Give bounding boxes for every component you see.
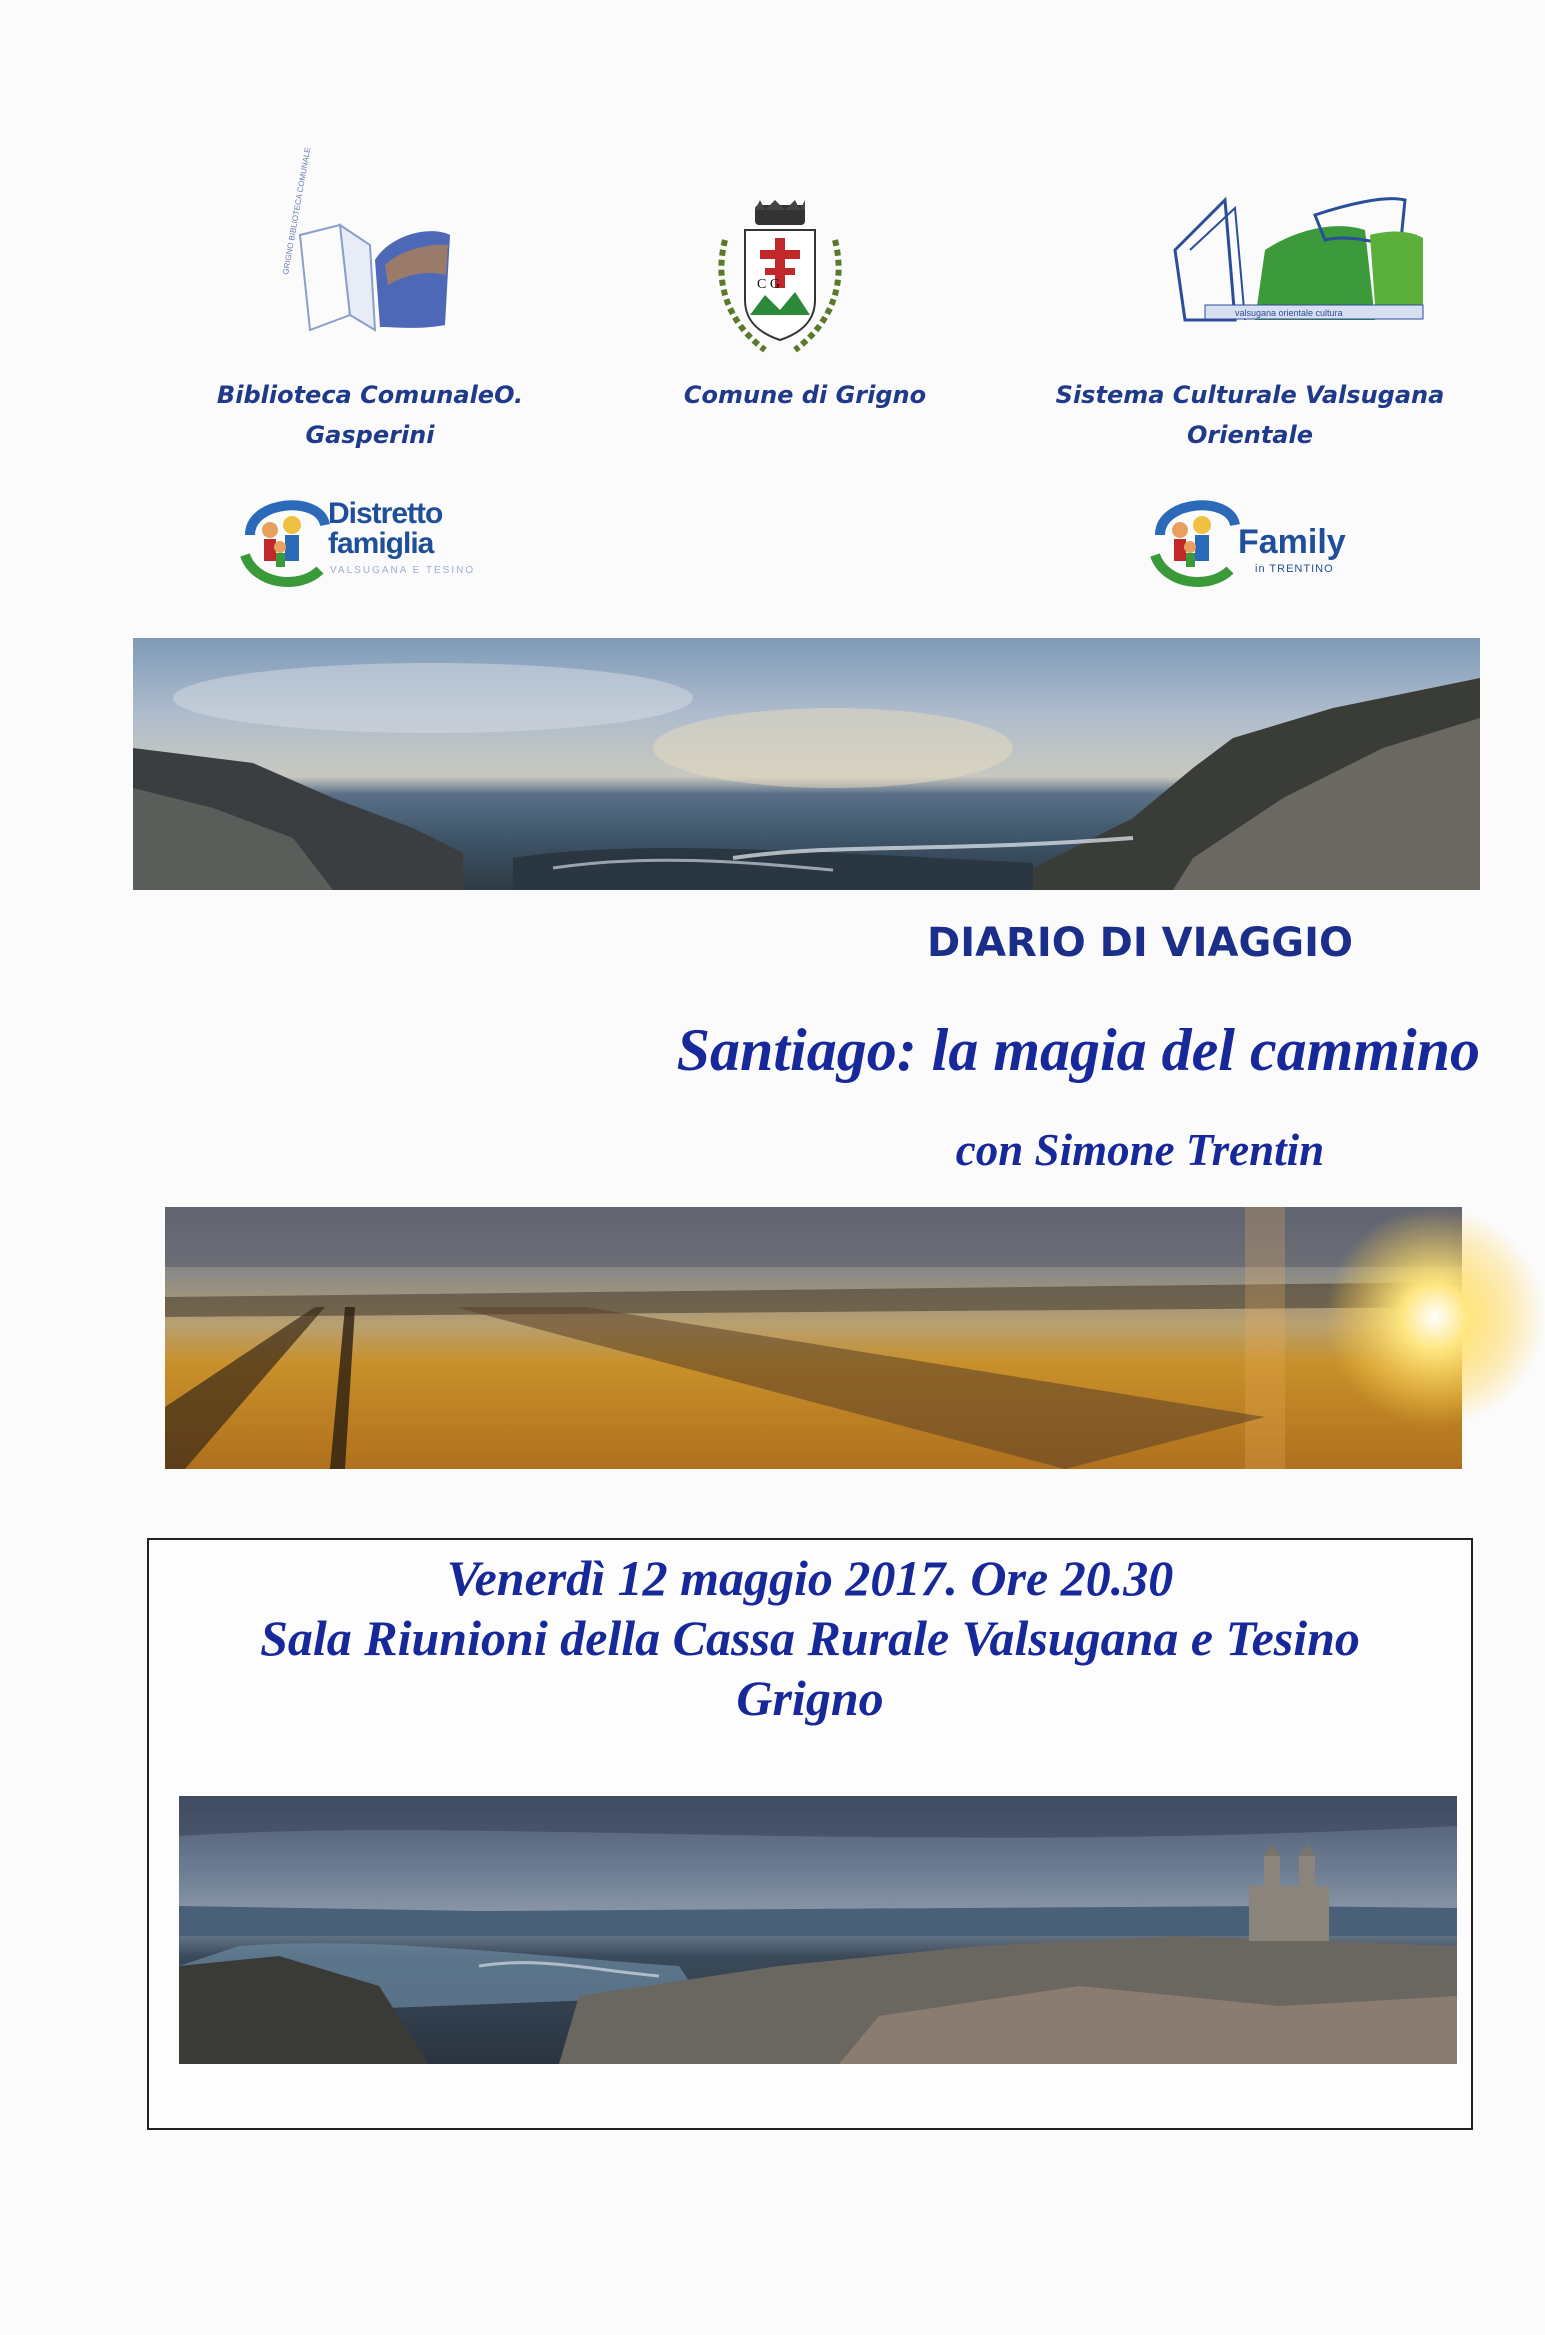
main-title: Santiago: la magia del cammino (676, 1017, 1480, 1083)
sistema-logo (1165, 190, 1430, 325)
event-town: Grigno (736, 1670, 884, 1726)
distretto-sub: VALSUGANA E TESINO (330, 565, 476, 576)
sistema-logo-text: valsugana orientale cultura (1235, 308, 1343, 318)
coastline-panorama (133, 638, 1480, 890)
comune-crest (705, 200, 855, 360)
distretto-line2: famiglia (328, 527, 434, 560)
family-in-trentino-logo (1150, 485, 1380, 595)
family-line1: Family (1238, 523, 1346, 561)
sistema-culturale-icon (1165, 190, 1430, 325)
crest-letters: C G (757, 277, 780, 292)
event-details-box (147, 1538, 1473, 2130)
crest-icon (705, 200, 855, 360)
sand-path-panorama (165, 1207, 1462, 1469)
family-sub: in TRENTINO (1255, 563, 1334, 575)
event-date-time: Venerdì 12 maggio 2017. Ore 20.30 (446, 1550, 1174, 1606)
library-caption (190, 375, 550, 455)
event-venue: Sala Riunioni della Cassa Rurale Valsugana e Tesino (260, 1610, 1360, 1666)
library-caption-line1: Biblioteca ComunaleO. (216, 381, 524, 409)
library-logo (280, 146, 460, 345)
kicker-title: DIARIO DI VIAGGIO (926, 920, 1353, 966)
coastline-illustration (133, 638, 1480, 890)
stormy-coast-illustration (179, 1796, 1457, 2064)
sistema-caption-line1: Sistema Culturale Valsugana (1055, 381, 1445, 409)
library-seal-text: GRIGNO BIBLIOTECA COMUNALE (281, 146, 313, 276)
sistema-caption (1050, 375, 1450, 455)
distretto-line1: Distretto (328, 497, 443, 530)
sistema-caption-line2: Orientale (1187, 421, 1313, 449)
speaker-line: con Simone Trentin (955, 1125, 1325, 1175)
library-caption-line2: Gasperini (305, 421, 435, 449)
stormy-coast-panorama (179, 1796, 1457, 2064)
library-book-icon (280, 146, 460, 345)
family-figures-icon (240, 485, 330, 595)
family-figures-icon (1150, 485, 1240, 595)
distretto-famiglia-logo (240, 485, 480, 595)
comune-caption (640, 375, 970, 415)
sand-path-illustration (165, 1207, 1462, 1469)
comune-caption-text: Comune di Grigno (683, 381, 927, 409)
